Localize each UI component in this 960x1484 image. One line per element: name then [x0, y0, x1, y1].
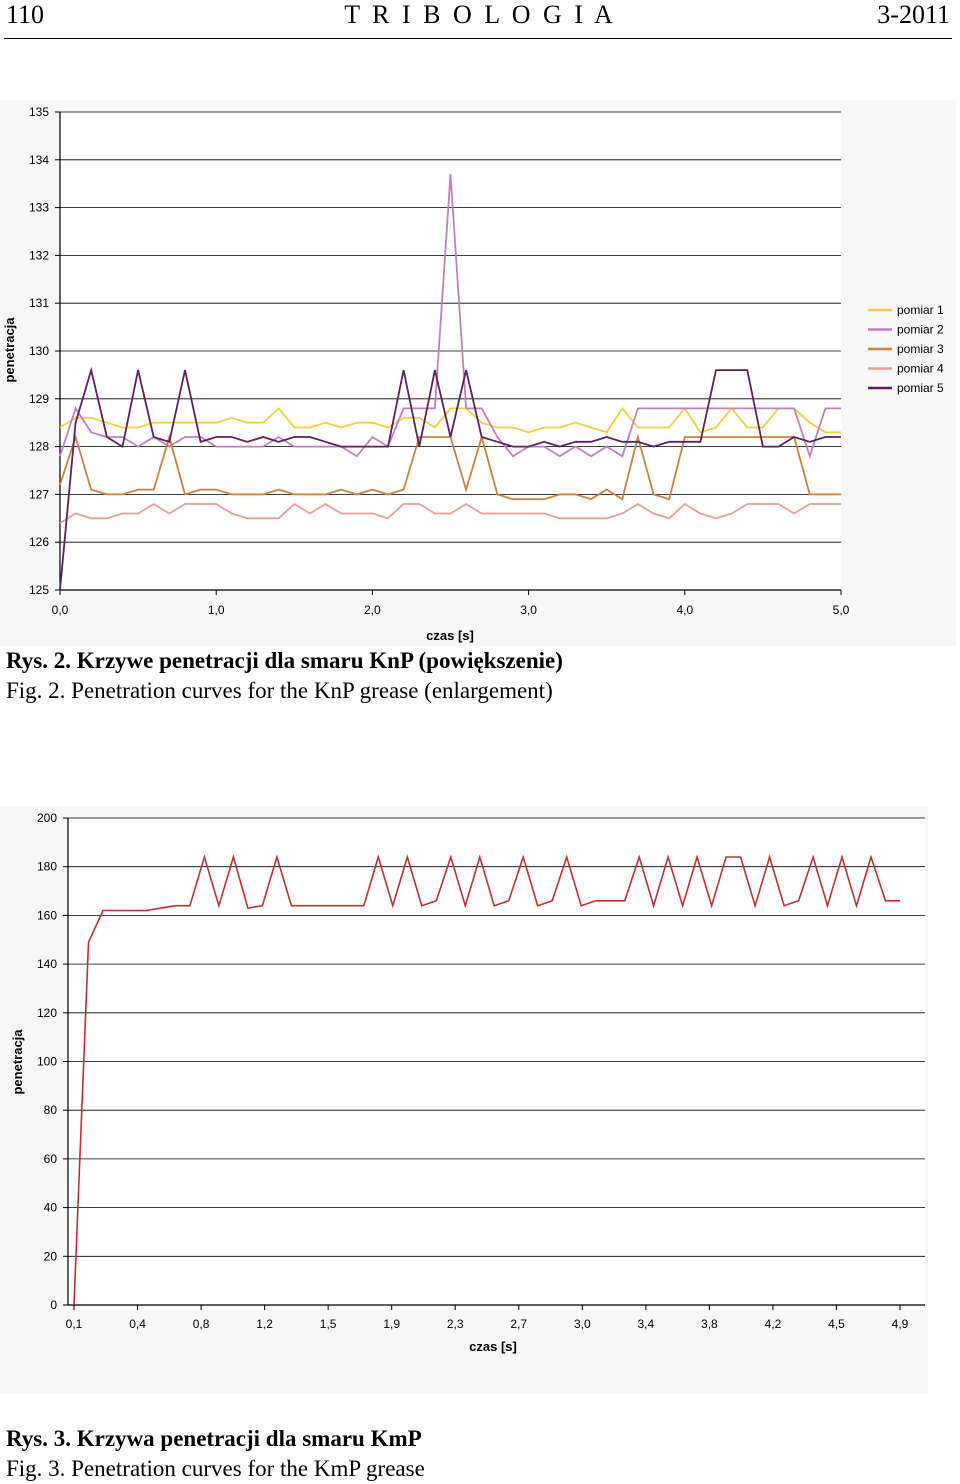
y-tick-label: 127 [28, 487, 49, 502]
x-tick-label: 1,2 [256, 1317, 273, 1331]
journal-title: T R I B O L O G I A [344, 0, 616, 29]
legend-label: pomiar 3 [897, 342, 944, 356]
y-tick-label: 120 [36, 1005, 57, 1020]
x-tick-label: 0,4 [129, 1317, 146, 1331]
page-number: 110 [6, 0, 45, 29]
y-tick-label: 134 [28, 152, 49, 167]
legend-label: pomiar 5 [897, 381, 944, 395]
legend-label: pomiar 1 [897, 303, 944, 317]
x-tick-label: 3,0 [573, 1317, 591, 1331]
x-tick-label: 3,4 [637, 1317, 655, 1331]
x-tick-label: 3,0 [520, 603, 537, 617]
y-tick-label: 180 [36, 859, 57, 874]
x-tick-label: 4,0 [676, 603, 694, 617]
y-tick-label: 20 [43, 1249, 57, 1264]
legend-label: pomiar 2 [897, 322, 944, 337]
x-axis-title: czas [s] [469, 1339, 517, 1354]
y-tick-label: 135 [28, 105, 49, 119]
figure2-caption-pl: Rys. 2. Krzywe penetracji dla smaru KnP (powiększenie) [6, 648, 563, 673]
x-tick-label: 2,3 [446, 1317, 464, 1331]
y-tick-label: 126 [28, 535, 49, 550]
x-tick-label: 1,9 [383, 1317, 401, 1331]
y-tick-label: 125 [28, 583, 49, 597]
x-tick-label: 0,1 [65, 1317, 83, 1331]
figure3-caption-en: Fig. 3. Penetration curves for the KmP grease [6, 1456, 425, 1481]
x-tick-label: 1,0 [207, 603, 225, 617]
y-tick-label: 133 [28, 200, 49, 215]
x-tick-label: 1,5 [319, 1317, 337, 1331]
x-tick-label: 0,0 [51, 603, 69, 617]
legend-label: pomiar 4 [897, 361, 944, 376]
header-rule [4, 38, 952, 39]
y-tick-label: 140 [36, 957, 57, 972]
x-tick-label: 0,8 [192, 1317, 210, 1331]
y-tick-label: 60 [43, 1151, 57, 1166]
y-axis-title: penetracja [10, 1029, 25, 1095]
issue-number: 3-2011 [877, 0, 950, 29]
page-header [0, 0, 960, 40]
y-tick-label: 80 [43, 1103, 57, 1118]
y-tick-label: 130 [28, 344, 49, 358]
figure2-caption-en: Fig. 2. Penetration curves for the KnP grease (enlargement) [6, 678, 553, 703]
y-tick-label: 128 [28, 439, 49, 454]
x-tick-label: 4,2 [764, 1317, 782, 1331]
figure3-caption-pl: Rys. 3. Krzywa penetracji dla smaru KmP [6, 1426, 422, 1451]
x-tick-label: 4,9 [891, 1317, 909, 1331]
y-axis-title: penetracja [2, 317, 17, 383]
y-tick-label: 131 [28, 296, 49, 311]
x-tick-label: 2,7 [510, 1317, 528, 1331]
x-tick-label: 4,5 [828, 1317, 845, 1331]
y-tick-label: 100 [36, 1054, 57, 1069]
y-tick-label: 40 [43, 1200, 57, 1215]
figure3-chart [0, 806, 960, 1396]
x-tick-label: 3,8 [701, 1317, 718, 1331]
x-tick-label: 2,0 [364, 603, 381, 617]
y-tick-label: 132 [28, 248, 49, 263]
x-tick-label: 5,0 [832, 603, 850, 617]
x-axis-title: czas [s] [426, 628, 474, 643]
y-tick-label: 129 [28, 391, 49, 406]
y-tick-label: 160 [36, 908, 57, 923]
y-tick-label: 200 [36, 811, 57, 825]
y-tick-label: 0 [50, 1298, 57, 1312]
figure2-chart [0, 100, 960, 648]
